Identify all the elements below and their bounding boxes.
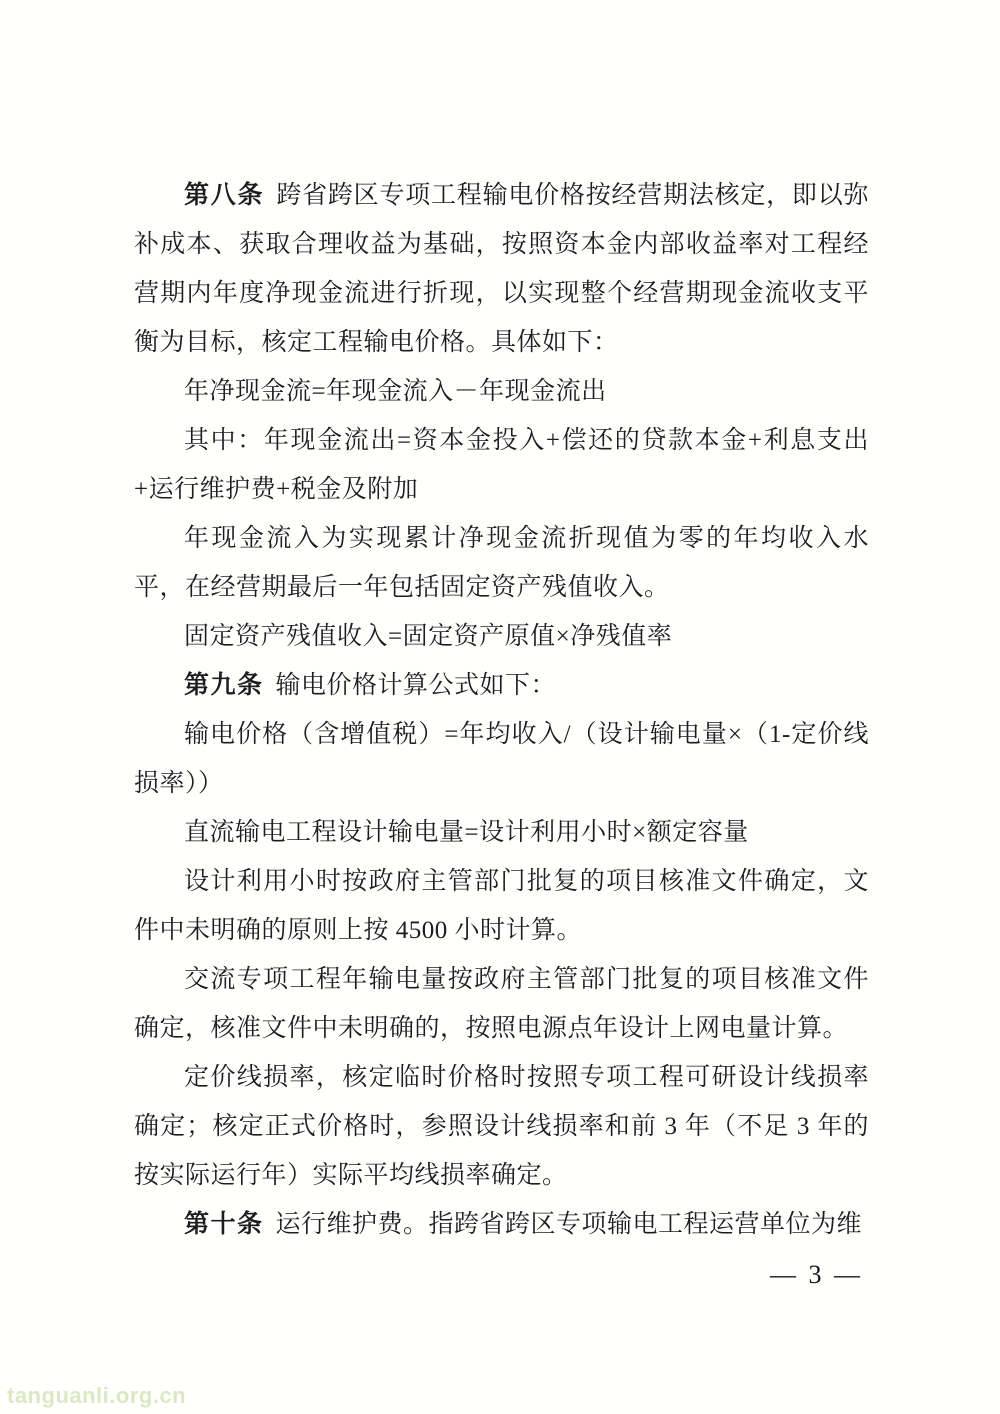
document-body	[134, 171, 869, 1249]
paragraph-article-10	[134, 1200, 869, 1249]
paragraph-formula-cash-outflow	[134, 416, 869, 514]
paragraph-text: 运行维护费。指跨省跨区专项输电工程运营单位为维	[275, 1211, 863, 1238]
paragraph-cash-inflow-definition	[134, 514, 869, 612]
paragraph-text: 固定资产残值收入=固定资产原值×净残值率	[184, 623, 673, 650]
page-number: — 3 —	[770, 1260, 863, 1289]
paragraph-formula-residual-value	[134, 612, 869, 661]
paragraph-text: 交流专项工程年输电量按政府主管部门批复的项目核准文件确定，核准文件中未明确的，按照电源点年设计上网电量计算。	[134, 966, 869, 1042]
paragraph-text: 年净现金流=年现金流入－年现金流出	[184, 378, 607, 405]
paragraph-text: 定价线损率，核定临时价格时按照专项工程可研设计线损率确定；核定正式价格时，参照设计线损率和前 3 年（不足 3 年的按实际运行年）实际平均线损率确定。	[134, 1064, 869, 1189]
paragraph-formula-dc-design-volume	[134, 808, 869, 857]
paragraph-design-hours	[134, 857, 869, 955]
paragraph-text: 输电价格计算公式如下：	[275, 672, 557, 699]
paragraph-text: 其中：年现金流出=资本金投入+偿还的贷款本金+利息支出+运行维护费+税金及附加	[134, 427, 869, 503]
paragraph-text: 直流输电工程设计输电量=设计利用小时×额定容量	[184, 819, 749, 846]
paragraph-ac-annual-volume	[134, 955, 869, 1053]
article-number: 第十条	[184, 1210, 264, 1238]
paragraph-text: 输电价格（含增值税）=年均收入/（设计输电量×（1-定价线损率））	[134, 721, 869, 797]
paragraph-formula-net-cashflow	[134, 367, 869, 416]
paragraph-article-8	[134, 171, 869, 367]
paragraph-pricing-line-loss	[134, 1053, 869, 1200]
article-number: 第八条	[184, 181, 265, 209]
paragraph-text: 设计利用小时按政府主管部门批复的项目核准文件确定，文件中未明确的原则上按 4500 小时计算。	[134, 868, 869, 944]
paragraph-formula-transmission-price	[134, 710, 869, 808]
paragraph-article-9	[134, 661, 869, 710]
site-watermark: tanguanli.org.cn	[7, 1383, 187, 1408]
paragraph-text: 年现金流入为实现累计净现金流折现值为零的年均收入水平，在经营期最后一年包括固定资产残值收入。	[134, 525, 869, 601]
article-number: 第九条	[184, 671, 264, 699]
paragraph-text: 跨省跨区专项工程输电价格按经营期法核定，即以弥补成本、获取合理收益为基础，按照资本金内部收益率对工程经营期内年度净现金流进行折现，以实现整个经营期现金流收支平衡为目标，核定工程输电价格。具体如下：	[134, 182, 869, 356]
